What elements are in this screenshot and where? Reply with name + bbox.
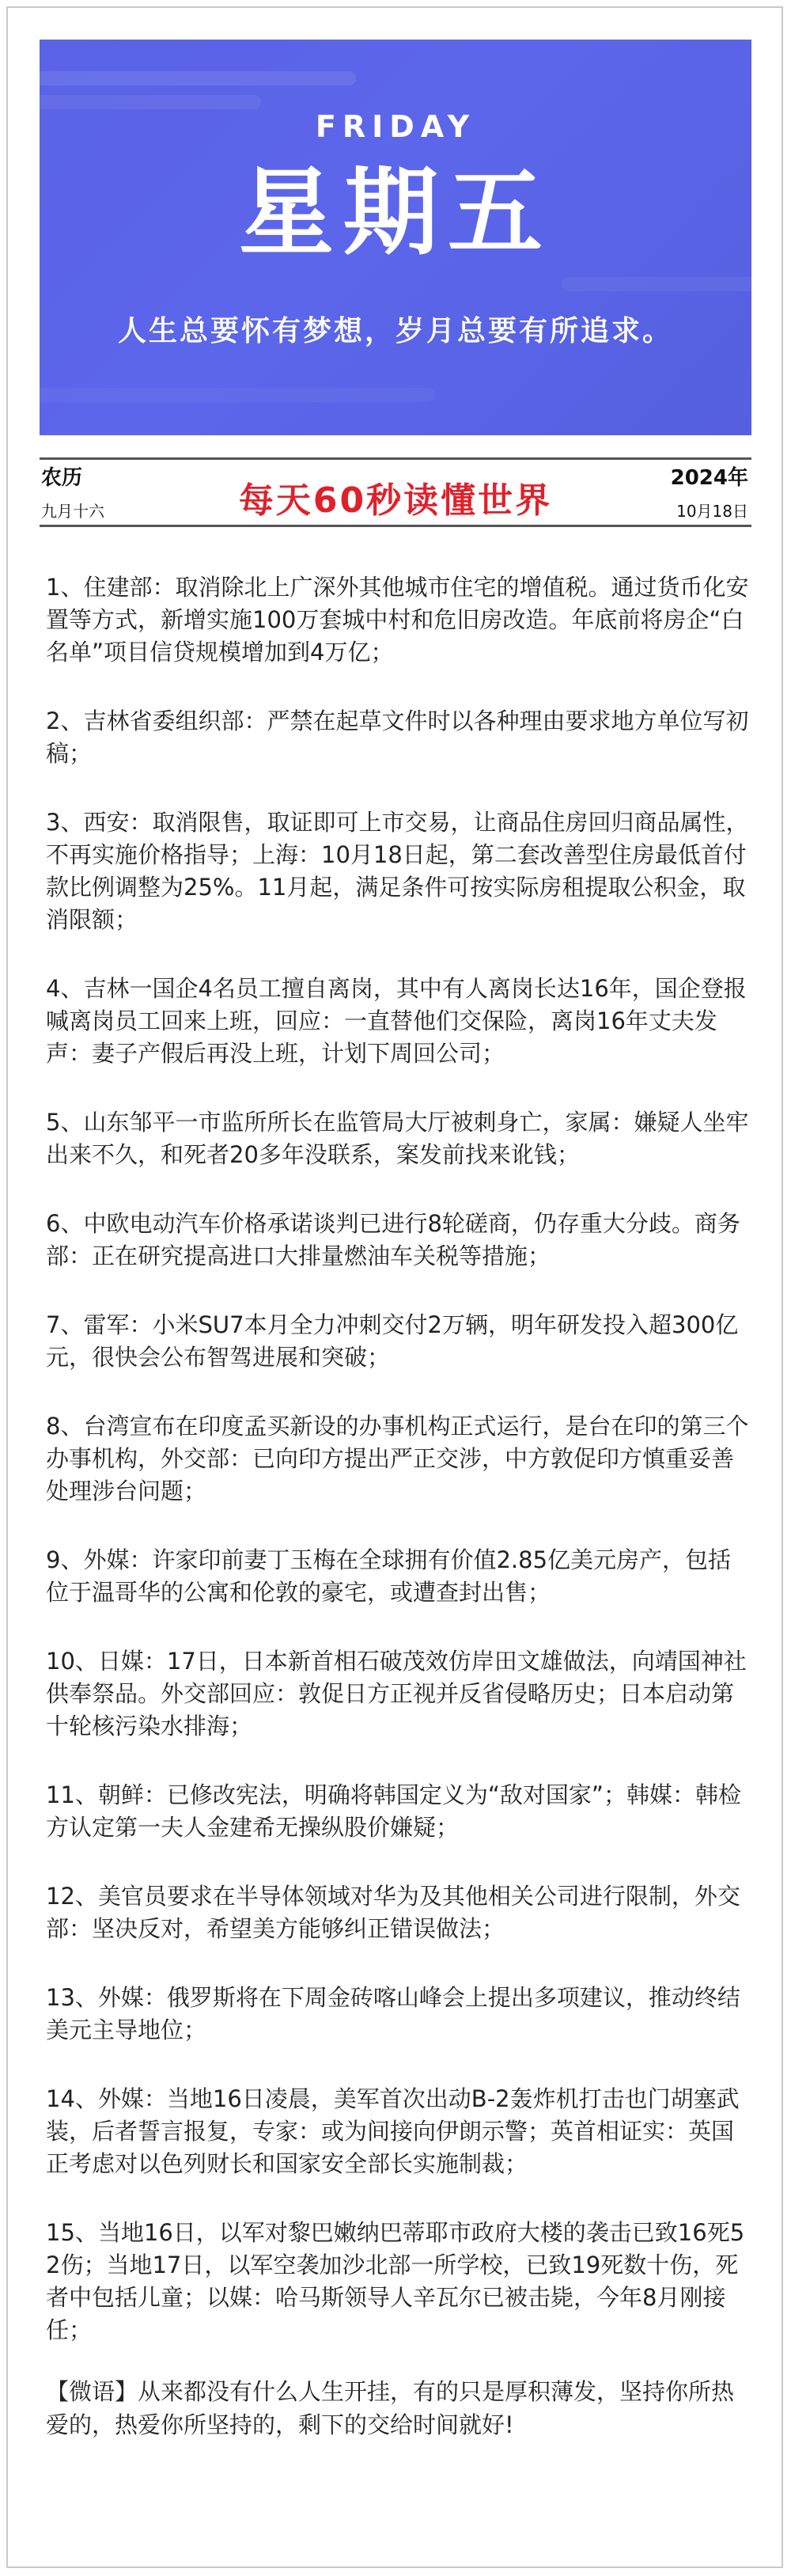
news-item: 5、山东邹平一市监所所长在监管局大厅被刺身亡，家属：嫌疑人坐牢出来不久，和死者20多年没联系，案发前找来讹钱； — [46, 1109, 749, 1168]
news-list — [46, 571, 750, 2441]
decorative-stripe — [562, 277, 751, 291]
divider-bottom — [40, 525, 751, 527]
decorative-stripe — [40, 71, 356, 85]
news-item: 7、雷军：小米SU7本月全力冲刺交付2万辆，明年研发投入超300亿元，很快会公布智驾进展和突破； — [46, 1311, 739, 1371]
news-item: 2、吉林省委组织部：严禁在起草文件时以各种理由要求地方单位写初稿； — [46, 708, 749, 767]
lunar-label: 农历 — [41, 466, 83, 490]
lunar-date: 九月十六 — [41, 502, 104, 521]
divider-top — [40, 457, 751, 460]
news-item: 6、中欧电动汽车价格承诺谈判已进行8轮磋商，仍存重大分歧。商务部：正在研究提高进口大排量燃油车关税等措施； — [46, 1210, 740, 1269]
news-item: 9、外媒：许家印前妻丁玉梅在全球拥有价值2.85亿美元房产，包括位于温哥华的公寓和伦敦的豪宅，或遭查封出售； — [46, 1546, 732, 1606]
news-item: 11、朝鲜：已修改宪法，明确将韩国定义为“敌对国家”；韩媒：韩检方认定第一夫人金建希无操纵股价嫌疑； — [46, 1781, 741, 1841]
news-item: 14、外媒：当地16日凌晨，美军首次出动B-2轰炸机打击也门胡塞武装，后者誓言报复，专家：或为间接向伊朗示警；英首相证实：英国正考虑对以色列财长和国家安全部长实施制裁； — [46, 2085, 740, 2177]
news-item: 1、住建部：取消除北上广深外其他城市住宅的增值税。通过货币化安置等方式，新增实施100万套城中村和危旧房改造。年底前将房企“白名单”项目信贷规模增加到4万亿； — [46, 574, 749, 666]
news-item: 13、外媒：俄罗斯将在下周金砖喀山峰会上提出多项建议，推动终结美元主导地位； — [46, 1984, 740, 2043]
weekday-english: FRIDAY — [315, 109, 476, 144]
news-item: 8、台湾宣布在印度孟买新设的办事机构正式运行，是台在印的第三个办事机构，外交部：已向印方提出严正交涉，中方敦促印方慎重妥善处理涉台问题； — [46, 1413, 749, 1504]
news-item: 4、吉林一国企4名员工擅自离岗，其中有人离岗长达16年，国企登报喊离岗员工回来上班，回应：一直替他们交保险，离岗16年丈夫发声：妻子产假后再没上班，计划下周回公司； — [46, 975, 747, 1067]
news-item: 3、西安：取消限售，取证即可上市交易，让商品住房回归商品属性，不再实施价格指导；上海：10月18日起，第二套改善型住房最低首付款比例调整为25%。11月起，满足条件可按实际房租提取公积金，取消限额； — [46, 809, 749, 933]
decorative-stripe — [40, 95, 261, 109]
weekday-chinese: 星期五 — [239, 158, 552, 268]
daily-quote: 【微语】从来都没有什么人生开挂，有的只是厚积薄发，坚持你所热爱的，热爱你所坚持的，剩下的交给时间就好! — [46, 2378, 735, 2438]
headline: 每天60秒读懂世界 — [238, 480, 553, 521]
news-item: 15、当地16日，以军对黎巴嫩纳巴蒂耶市政府大楼的袭击已致16死52伤；当地17日，以军空袭加沙北部一所学校，已致19死数十伤，死者中包括儿童；以媒：哈马斯领导人辛瓦尔已被击毙，今年8月刚接任； — [46, 2219, 745, 2343]
news-item: 10、日媒：17日，日本新首相石破茂效仿岸田文雄做法，向靖国神社供奉祭品。外交部回应：敦促日方正视并反省侵略历史；日本启动第十轮核污染水排海； — [46, 1648, 747, 1739]
year: 2024年 — [670, 466, 748, 490]
motto: 人生总要怀有梦想，岁月总要有所追求。 — [117, 315, 673, 347]
date: 10月18日 — [676, 502, 748, 521]
hero-banner — [40, 40, 751, 435]
news-item: 12、美官员要求在半导体领域对华为及其他相关公司进行限制，外交部：坚决反对，希望美方能够纠正错误做法； — [46, 1883, 740, 1942]
decorative-stripe — [40, 388, 435, 402]
